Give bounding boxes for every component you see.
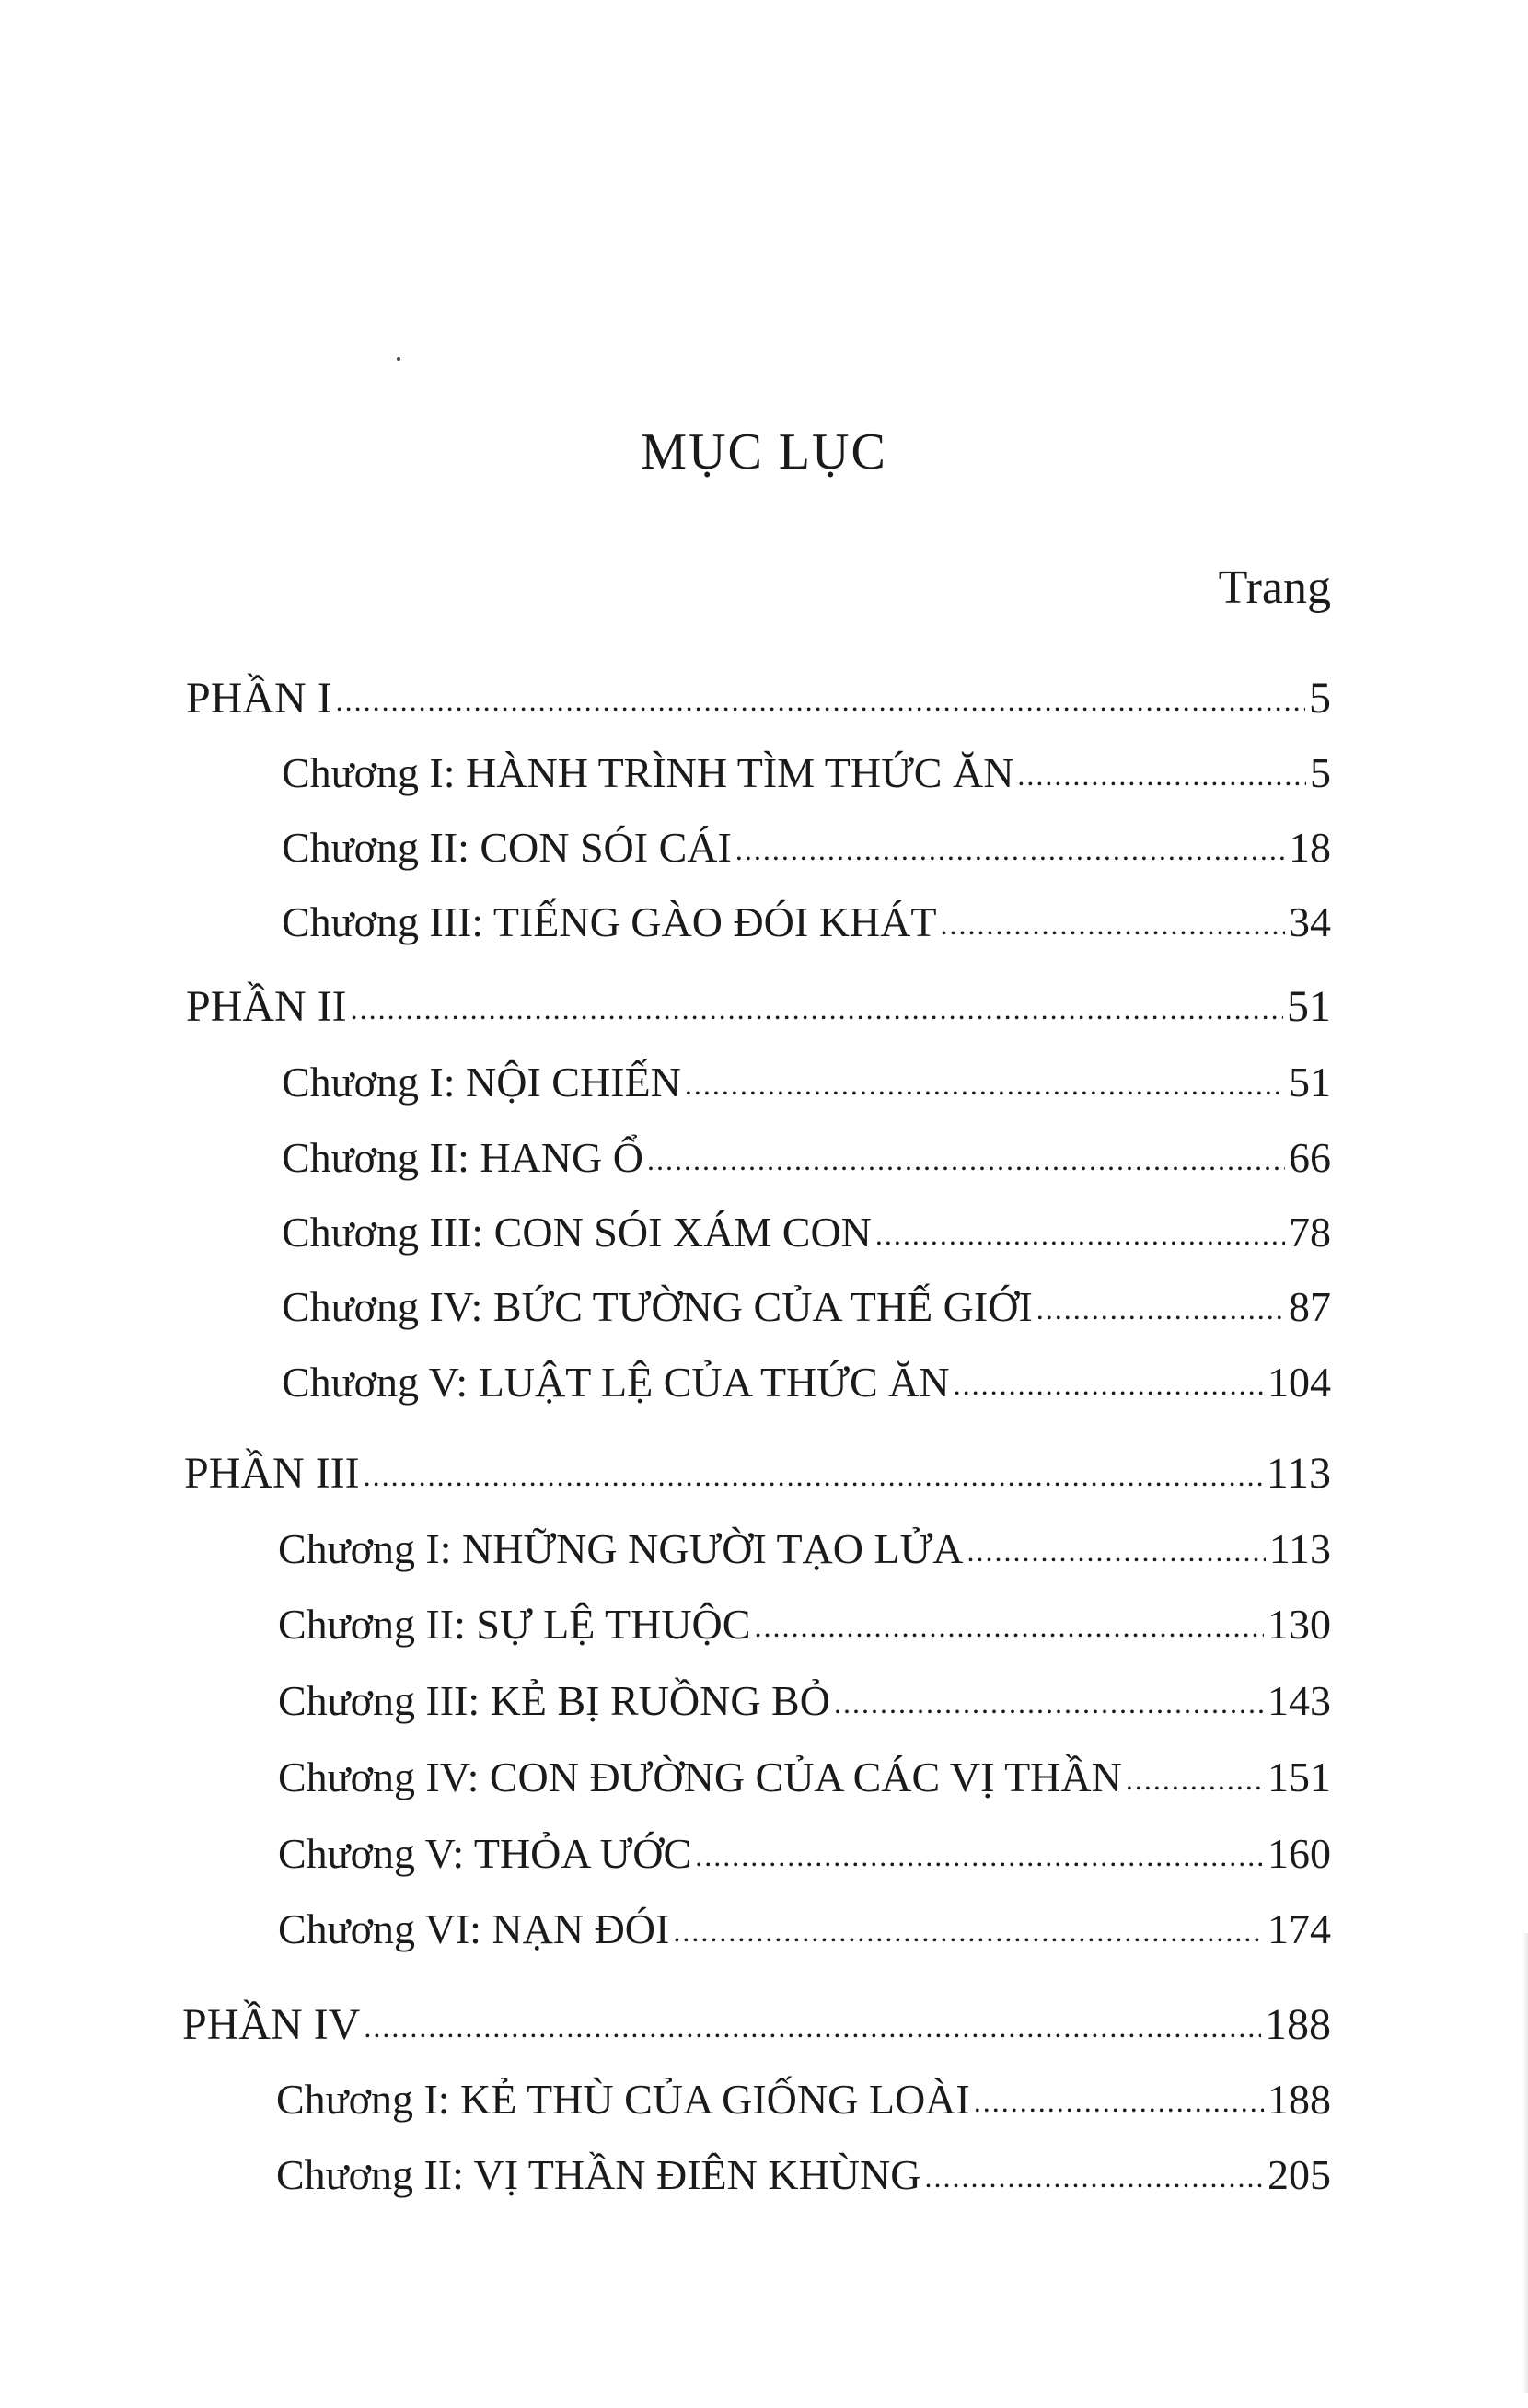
toc-label: Chương III: TIẾNG GÀO ĐÓI KHÁT — [282, 898, 937, 945]
toc-chapter — [282, 1057, 1331, 1107]
toc-page-number: 66 — [1289, 1134, 1331, 1181]
toc-leader-dots — [974, 2084, 1264, 2119]
toc-chapter — [282, 747, 1331, 798]
toc-leader-dots — [351, 991, 1283, 1026]
toc-part-4 — [182, 1998, 1331, 2052]
toc-page-number: 18 — [1289, 824, 1331, 871]
toc-leader-dots — [1126, 1762, 1264, 1797]
toc-chapter — [278, 1904, 1331, 1954]
toc-leader-dots — [673, 1914, 1264, 1949]
toc-page-number: 130 — [1268, 1601, 1331, 1648]
toc-leader-dots — [954, 1367, 1264, 1402]
toc-label: Chương VI: NẠN ĐÓI — [278, 1905, 670, 1952]
toc-page-number: 205 — [1268, 2151, 1331, 2198]
toc-page-number: 104 — [1268, 1359, 1331, 1406]
page-column-label: Trang — [1218, 561, 1331, 614]
toc-page-number: 188 — [1265, 2000, 1331, 2049]
toc-page-number: 87 — [1289, 1283, 1331, 1330]
toc-chapter — [282, 1207, 1331, 1257]
toc-label: Chương III: KẺ BỊ RUỒNG BỎ — [278, 1677, 830, 1724]
toc-page-number: 143 — [1268, 1677, 1331, 1724]
toc-leader-dots — [834, 1685, 1264, 1720]
toc-chapter — [276, 2149, 1331, 2200]
toc-label: Chương V: LUẬT LỆ CỦA THỨC ĂN — [282, 1359, 950, 1406]
toc-chapter — [282, 1132, 1331, 1183]
toc-page-number: 51 — [1287, 982, 1331, 1031]
toc-page-number: 160 — [1268, 1830, 1331, 1877]
toc-chapter — [278, 1523, 1331, 1574]
toc-page-number: 34 — [1289, 898, 1331, 945]
toc-label: PHẦN I — [186, 674, 332, 723]
toc-label: Chương II: SỰ LỆ THUỘC — [278, 1601, 751, 1648]
toc-leader-dots — [1017, 758, 1306, 793]
toc-part-1 — [186, 672, 1331, 725]
toc-label: PHẦN II — [186, 982, 347, 1031]
toc-page-number: 174 — [1268, 1905, 1331, 1952]
toc-chapter — [282, 1281, 1331, 1332]
toc-leader-dots — [647, 1142, 1285, 1177]
toc-page-number: 188 — [1268, 2076, 1331, 2123]
toc-label: Chương I: KẺ THÙ CỦA GIỐNG LOÀI — [276, 2076, 970, 2123]
toc-chapter — [278, 1752, 1331, 1802]
toc-label: Chương IV: BỨC TƯỜNG CỦA THẾ GIỚI — [282, 1283, 1033, 1330]
toc-label: Chương I: HÀNH TRÌNH TÌM THỨC ĂN — [282, 749, 1014, 796]
toc-leader-dots — [924, 2159, 1264, 2194]
toc-chapter — [282, 822, 1331, 873]
toc-chapter — [282, 1357, 1331, 1407]
toc-leader-dots — [1036, 1291, 1285, 1326]
toc-label: PHẦN III — [184, 1449, 360, 1498]
toc-leader-dots — [695, 1838, 1264, 1873]
toc-leader-dots — [685, 1067, 1285, 1102]
page-title: MỤC LỤC — [641, 423, 887, 480]
toc-chapter — [278, 1599, 1331, 1650]
toc-chapter — [276, 2074, 1331, 2124]
toc-leader-dots — [754, 1609, 1264, 1644]
toc-leader-dots — [735, 832, 1285, 867]
toc-part-2 — [186, 980, 1331, 1034]
toc-label: Chương I: NỘI CHIẾN — [282, 1059, 681, 1106]
toc-page-number: 5 — [1309, 674, 1331, 723]
toc-label: PHẦN IV — [182, 2000, 361, 2049]
toc-page-number: 78 — [1289, 1209, 1331, 1256]
toc-leader-dots — [336, 683, 1305, 718]
toc-leader-dots — [875, 1217, 1285, 1252]
toc-chapter — [278, 1675, 1331, 1726]
toc-page-number: 51 — [1289, 1059, 1331, 1106]
toc-part-3 — [184, 1447, 1331, 1500]
toc-label: Chương IV: CON ĐƯỜNG CỦA CÁC VỊ THẦN — [278, 1754, 1122, 1800]
toc-leader-dots — [940, 907, 1285, 942]
toc-page-number: 113 — [1266, 1449, 1331, 1498]
toc-leader-dots — [364, 1458, 1263, 1493]
toc-leader-dots — [967, 1534, 1266, 1569]
toc-chapter — [282, 897, 1331, 947]
toc-label: Chương II: VỊ THẦN ĐIÊN KHÙNG — [276, 2151, 921, 2198]
toc-label: Chương V: THỎA ƯỚC — [278, 1830, 692, 1877]
toc-page-number: 113 — [1268, 1525, 1331, 1572]
page-edge-shadow — [1522, 1933, 1528, 2393]
toc-page-number: 151 — [1268, 1754, 1331, 1800]
toc-leader-dots — [364, 2009, 1261, 2044]
toc-label: Chương II: CON SÓI CÁI — [282, 824, 732, 871]
toc-label: Chương II: HANG Ổ — [282, 1134, 643, 1181]
toc-label: Chương I: NHỮNG NGƯỜI TẠO LỬA — [278, 1525, 964, 1572]
toc-page-number: 5 — [1310, 749, 1331, 796]
toc-chapter — [278, 1828, 1331, 1879]
toc-label: Chương III: CON SÓI XÁM CON — [282, 1209, 872, 1256]
